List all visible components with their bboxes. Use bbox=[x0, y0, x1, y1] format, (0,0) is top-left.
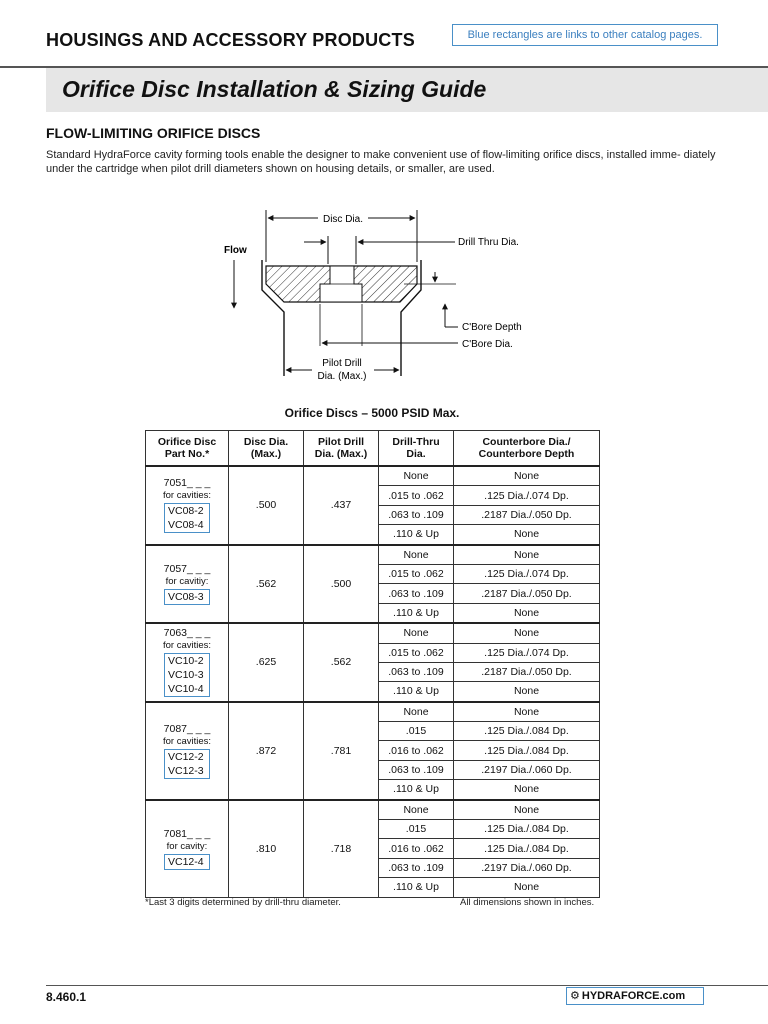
drill-thru-cell: .063 to .109 bbox=[379, 760, 454, 779]
table-row bbox=[146, 702, 600, 722]
drill-thru-cell: .110 & Up bbox=[379, 603, 454, 623]
cavity-link[interactable]: VC08-4 bbox=[168, 519, 204, 532]
header-disc-dia bbox=[229, 431, 304, 467]
part-number: 7057_ _ _ bbox=[163, 562, 211, 575]
cavity-link[interactable]: VC10-3 bbox=[168, 669, 204, 682]
counterbore-cell: None bbox=[454, 682, 600, 702]
counterbore-cell: None bbox=[454, 545, 600, 565]
drill-thru-cell: .063 to .109 bbox=[379, 858, 454, 877]
table-caption: Orifice Discs – 5000 PSID Max. bbox=[284, 406, 460, 420]
disc-dia-cell: .872 bbox=[229, 702, 304, 800]
cavity-link[interactable]: VC12-2 bbox=[168, 750, 204, 763]
part-number: 7081_ _ _ bbox=[163, 827, 211, 840]
header-pilot-line2: Dia. (Max.) bbox=[314, 448, 368, 460]
table-body bbox=[146, 466, 600, 897]
part-number-cell bbox=[146, 545, 229, 624]
counterbore-cell: None bbox=[454, 603, 600, 623]
counterbore-cell: .2187 Dia./.050 Dp. bbox=[454, 505, 600, 524]
part-number-cell bbox=[146, 800, 229, 897]
drill-thru-cell: .015 to .062 bbox=[379, 486, 454, 505]
drill-thru-cell: .015 bbox=[379, 820, 454, 839]
drill-thru-cell: .110 & Up bbox=[379, 525, 454, 545]
drill-thru-cell: None bbox=[379, 800, 454, 820]
drill-thru-cell: .063 to .109 bbox=[379, 505, 454, 524]
orifice-disc-diagram bbox=[0, 200, 768, 390]
counterbore-cell: .2187 Dia./.050 Dp. bbox=[454, 662, 600, 681]
cavity-link[interactable]: VC10-4 bbox=[168, 683, 204, 696]
cavity-link[interactable]: VC12-4 bbox=[168, 855, 204, 868]
counterbore-cell: .125 Dia./.084 Dp. bbox=[454, 820, 600, 839]
pilot-drill-cell: .562 bbox=[304, 623, 379, 702]
drill-thru-cell: .110 & Up bbox=[379, 780, 454, 800]
header-pilot-line1: Pilot Drill bbox=[317, 436, 365, 448]
header-part-no bbox=[146, 431, 229, 467]
part-number-cell bbox=[146, 702, 229, 800]
counterbore-cell: None bbox=[454, 623, 600, 643]
disc-dia-cell: .810 bbox=[229, 800, 304, 897]
link-legend-note: Blue rectangles are links to other catalog pages. bbox=[452, 24, 718, 46]
cavity-links-box bbox=[164, 749, 210, 779]
part-number: 7087_ _ _ bbox=[163, 722, 211, 735]
sub-heading: FLOW-LIMITING ORIFICE DISCS bbox=[46, 125, 261, 141]
counterbore-cell: None bbox=[454, 780, 600, 800]
header-disc-line1: Disc Dia. bbox=[243, 436, 289, 448]
drill-thru-cell: .063 to .109 bbox=[379, 584, 454, 603]
header-cbore-line1: Counterbore Dia./ bbox=[482, 436, 571, 448]
table-row bbox=[146, 545, 600, 565]
table-row bbox=[146, 466, 600, 486]
cavity-link[interactable]: VC08-2 bbox=[168, 505, 204, 518]
cavity-link[interactable]: VC10-2 bbox=[168, 655, 204, 668]
drill-thru-cell: None bbox=[379, 702, 454, 722]
part-number: 7051_ _ _ bbox=[163, 477, 211, 490]
drill-thru-label: Drill Thru Dia. bbox=[458, 237, 519, 248]
counterbore-cell: .125 Dia./.084 Dp. bbox=[454, 839, 600, 858]
cavity-links-box bbox=[164, 854, 210, 870]
counterbore-cell: .125 Dia./.084 Dp. bbox=[454, 722, 600, 741]
disc-dia-cell: .625 bbox=[229, 623, 304, 702]
footer-divider bbox=[46, 985, 768, 986]
for-cavities-label: for cavities: bbox=[162, 640, 212, 652]
header-counterbore bbox=[454, 431, 600, 467]
cavity-link[interactable]: VC08-3 bbox=[168, 590, 204, 603]
disc-dia-label: Disc Dia. bbox=[322, 214, 364, 225]
cavity-links-box bbox=[164, 653, 210, 697]
section-header: HOUSINGS AND ACCESSORY PRODUCTS bbox=[46, 30, 415, 50]
drill-thru-cell: None bbox=[379, 623, 454, 643]
drill-thru-cell: .015 bbox=[379, 722, 454, 741]
counterbore-cell: .125 Dia./.084 Dp. bbox=[454, 741, 600, 760]
hydraforce-logo-icon: ⚙ bbox=[570, 990, 580, 1002]
counterbore-cell: None bbox=[454, 878, 600, 897]
intro-paragraph: Standard HydraForce cavity forming tools enable the designer to make convenient use of flow-limiting orifice discs, installed imme- diately under the cartridge when pilot drill diameters shown on housing details, or smaller, are used. bbox=[46, 149, 716, 175]
pilot-drill-label-line2: Dia. (Max.) bbox=[317, 371, 367, 382]
header-cbore-line2: Counterbore Depth bbox=[478, 448, 575, 460]
counterbore-cell: .2197 Dia./.060 Dp. bbox=[454, 858, 600, 877]
table-row bbox=[146, 623, 600, 643]
pilot-drill-cell: .437 bbox=[304, 466, 379, 545]
cavity-links-box bbox=[164, 503, 210, 533]
table-header-row bbox=[146, 431, 600, 467]
pilot-drill-label-line1: Pilot Drill bbox=[322, 358, 362, 369]
cbore-depth-label: C'Bore Depth bbox=[462, 322, 522, 333]
units-note: All dimensions shown in inches. bbox=[460, 897, 595, 908]
header-pilot-drill bbox=[304, 431, 379, 467]
cbore-dia-label: C'Bore Dia. bbox=[462, 339, 513, 350]
header-disc-line2: (Max.) bbox=[250, 448, 282, 460]
disc-dia-cell: .562 bbox=[229, 545, 304, 624]
page-number: 8.460.1 bbox=[46, 990, 87, 1004]
counterbore-cell: None bbox=[454, 800, 600, 820]
for-cavities-label: for cavities: bbox=[162, 735, 212, 747]
counterbore-cell: .125 Dia./.074 Dp. bbox=[454, 486, 600, 505]
drill-thru-cell: .110 & Up bbox=[379, 682, 454, 702]
for-cavities-label: for cavity: bbox=[166, 840, 208, 852]
counterbore-cell: None bbox=[454, 702, 600, 722]
counterbore-cell: None bbox=[454, 525, 600, 545]
part-number: 7063_ _ _ bbox=[163, 627, 211, 640]
counterbore-cell: .125 Dia./.074 Dp. bbox=[454, 643, 600, 662]
hydraforce-logo-link[interactable] bbox=[566, 987, 704, 1005]
drill-thru-cell: None bbox=[379, 466, 454, 486]
pilot-drill-cell: .500 bbox=[304, 545, 379, 624]
cavity-links-box bbox=[164, 589, 210, 605]
logo-text: HYDRAFORCE.com bbox=[581, 990, 686, 1002]
flow-label: Flow bbox=[224, 245, 247, 256]
counterbore-cell: .2187 Dia./.050 Dp. bbox=[454, 584, 600, 603]
part-number-cell bbox=[146, 466, 229, 545]
drill-thru-cell: .015 to .062 bbox=[379, 643, 454, 662]
header-part-line1: Orifice Disc bbox=[157, 436, 217, 448]
pilot-drill-cell: .718 bbox=[304, 800, 379, 897]
drill-thru-cell: .110 & Up bbox=[379, 878, 454, 897]
for-cavities-label: for cavities: bbox=[162, 490, 212, 502]
for-cavities-label: for cavitiy: bbox=[165, 575, 209, 587]
title-band bbox=[46, 68, 768, 112]
header-part-line2: Part No.* bbox=[164, 448, 210, 460]
drill-thru-cell: .063 to .109 bbox=[379, 662, 454, 681]
header-drill-thru: Drill-Thru Dia. bbox=[379, 431, 454, 467]
cavity-link[interactable]: VC12-3 bbox=[168, 764, 204, 777]
disc-dia-cell: .500 bbox=[229, 466, 304, 545]
drill-thru-cell: .015 to .062 bbox=[379, 564, 454, 583]
counterbore-cell: .2197 Dia./.060 Dp. bbox=[454, 760, 600, 779]
drill-thru-cell: None bbox=[379, 545, 454, 565]
part-number-cell bbox=[146, 623, 229, 702]
pilot-drill-cell: .781 bbox=[304, 702, 379, 800]
table-row bbox=[146, 800, 600, 820]
counterbore-cell: None bbox=[454, 466, 600, 486]
part-number-footnote: *Last 3 digits determined by drill-thru diameter. bbox=[145, 897, 341, 908]
drill-thru-cell: .016 to .062 bbox=[379, 839, 454, 858]
counterbore-cell: .125 Dia./.074 Dp. bbox=[454, 564, 600, 583]
page-title: Orifice Disc Installation & Sizing Guide bbox=[62, 76, 487, 102]
drill-thru-cell: .016 to .062 bbox=[379, 741, 454, 760]
orifice-disc-table bbox=[145, 430, 600, 898]
